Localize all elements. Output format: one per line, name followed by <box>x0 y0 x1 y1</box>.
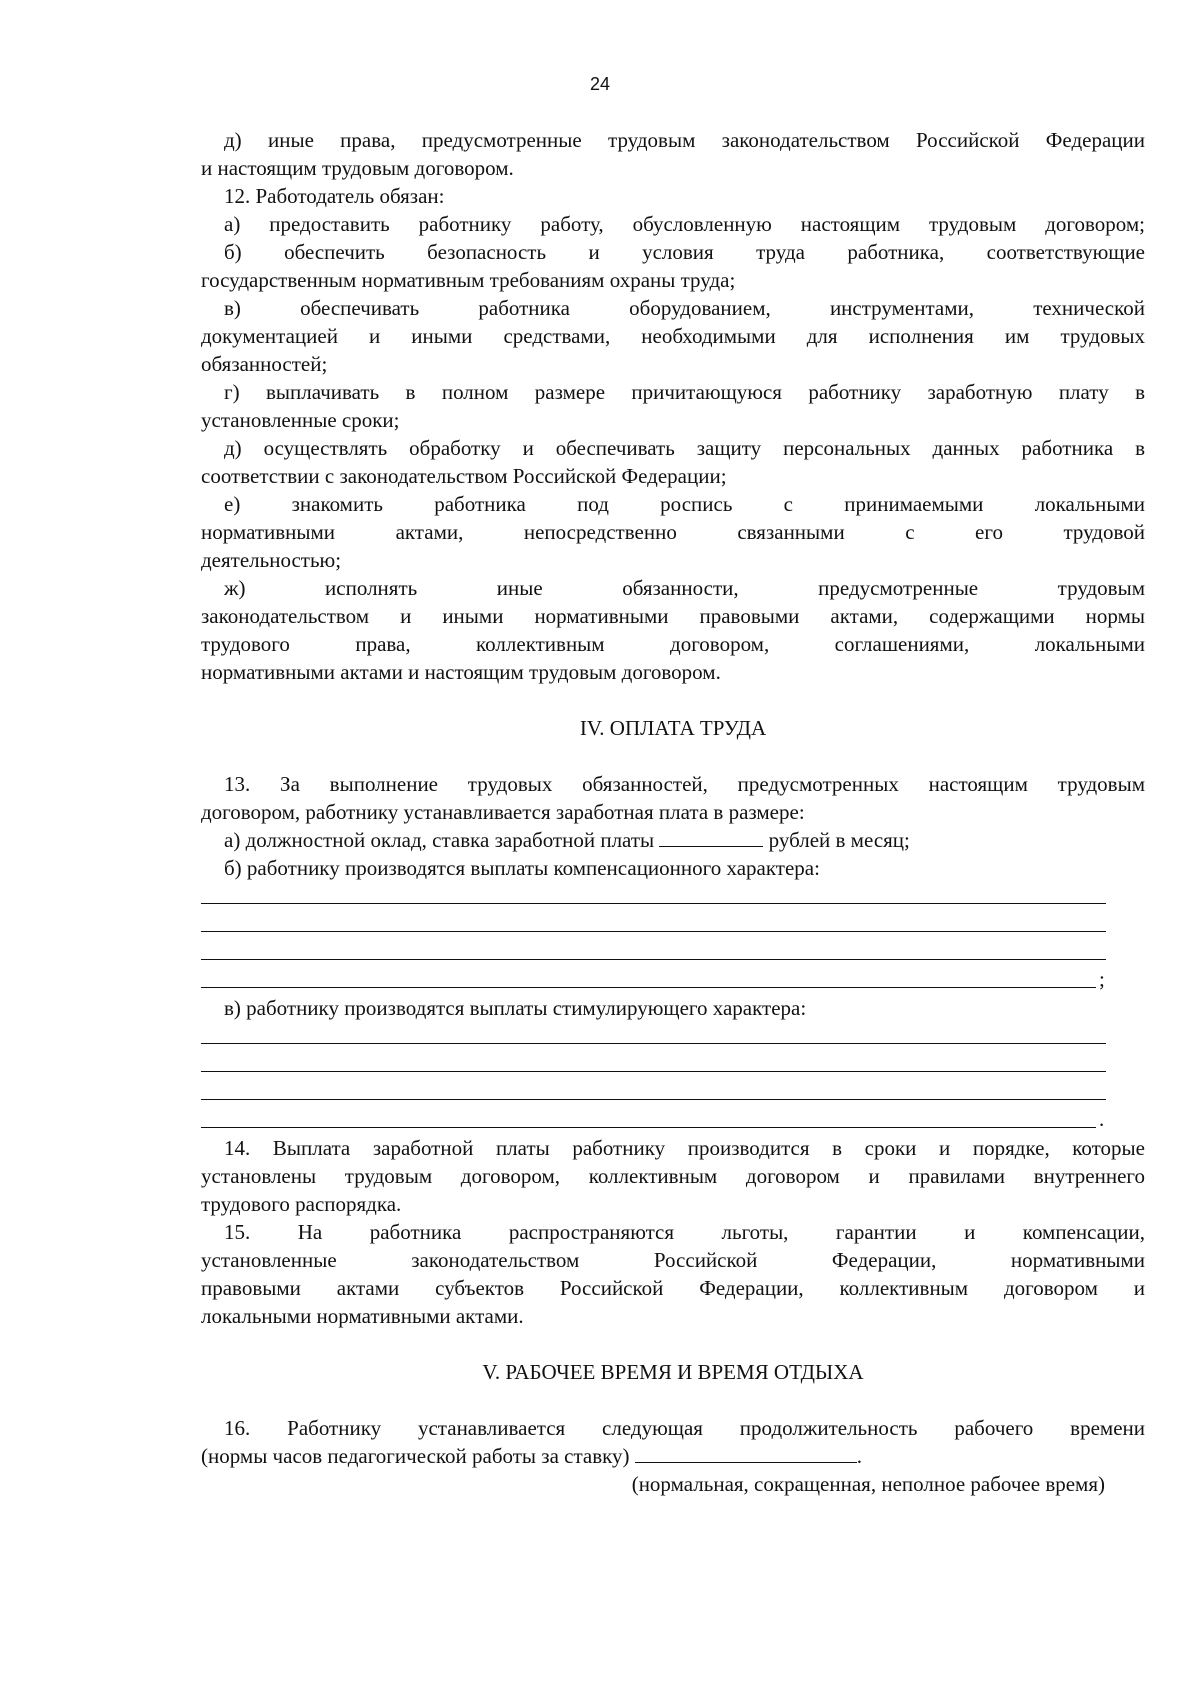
clause-13a-text-after: рублей в месяц; <box>763 828 910 852</box>
clause-14-line-2: установлены трудовым договором, коллективным договором и правилами внутреннего <box>201 1164 1145 1188</box>
clause-13a-text-before: а) должностной оклад, ставка заработной платы <box>224 828 660 852</box>
clause-11d-line-2: и настоящим трудовым договором. <box>201 156 514 180</box>
clause-12-title: 12. Работодатель обязан: <box>224 184 445 208</box>
incentive-line-end: . <box>1099 1107 1105 1131</box>
clause-12b-line-2: государственным нормативным требованиям охраны труда; <box>201 268 736 292</box>
document-body <box>201 126 1145 1498</box>
clause-12e-line-3: деятельностью; <box>201 548 342 572</box>
clause-13b: б) работнику производятся выплаты компенсационного характера: <box>224 856 820 880</box>
clause-12v-line-3: обязанностей; <box>201 352 328 376</box>
clause-12zh-line-4: нормативными актами и настоящим трудовым договором. <box>201 660 721 684</box>
clause-11d-line-1: д) иные права, предусмотренные трудовым законодательством Российской Федерации <box>224 128 1145 152</box>
clause-13a <box>201 826 1145 854</box>
clause-15-line-1: 15. На работника распространяются льготы, гарантии и компенсации, <box>224 1220 1145 1244</box>
clause-13v: в) работнику производятся выплаты стимулирующего характера: <box>224 996 807 1020</box>
clause-15-line-2: установленные законодательством Российской Федерации, нормативными <box>201 1248 1145 1272</box>
clause-12e-line-1: е) знакомить работника под роспись с принимаемыми локальными <box>224 492 1145 516</box>
clause-16-text-before: (нормы часов педагогической работы за ставку) <box>201 1444 635 1468</box>
clause-12v-line-1: в) обеспечивать работника оборудованием, инструментами, технической <box>224 296 1145 320</box>
compensation-line-end: ; <box>1099 967 1105 991</box>
clause-12zh-line-1: ж) исполнять иные обязанности, предусмотренные трудовым <box>224 576 1145 600</box>
incentive-blank-line-1[interactable] <box>201 1022 1145 1050</box>
compensation-blank-line-4[interactable] <box>201 966 1145 994</box>
section-v-heading: V. РАБОЧЕЕ ВРЕМЯ И ВРЕМЯ ОТДЫХА <box>482 1360 864 1384</box>
clause-12g-line-1: г) выплачивать в полном размере причитающуюся работнику заработную плату в <box>224 380 1145 404</box>
clause-12zh-line-2: законодательством и иными нормативными правовыми актами, содержащими нормы <box>201 604 1145 628</box>
page-number: 24 <box>589 74 611 94</box>
incentive-blank-line-3[interactable] <box>201 1078 1145 1106</box>
section-iv-heading: IV. ОПЛАТА ТРУДА <box>579 716 767 740</box>
compensation-blank-line-1[interactable] <box>201 882 1145 910</box>
clause-12b-line-1: б) обеспечить безопасность и условия труда работника, соответствующие <box>224 240 1145 264</box>
clause-12a: а) предоставить работнику работу, обусловленную настоящим трудовым договором; <box>224 212 1145 236</box>
clause-16-line-1: 16. Работнику устанавливается следующая продолжительность рабочего времени <box>224 1416 1145 1440</box>
incentive-blank-line-2[interactable] <box>201 1050 1145 1078</box>
compensation-blank-line-3[interactable] <box>201 938 1145 966</box>
clause-14-line-3: трудового распорядка. <box>201 1192 402 1216</box>
clause-13-line-1: 13. За выполнение трудовых обязанностей, предусмотренных настоящим трудовым <box>224 772 1145 796</box>
clause-15-line-3: правовыми актами субъектов Российской Федерации, коллективным договором и <box>201 1276 1145 1300</box>
clause-13-line-2: договором, работнику устанавливается заработная плата в размере: <box>201 800 805 824</box>
clause-16-line-2 <box>201 1442 1145 1470</box>
clause-12g-line-2: установленные сроки; <box>201 408 400 432</box>
salary-amount-blank[interactable] <box>659 828 763 847</box>
clause-12zh-line-3: трудового права, коллективным договором, соглашениями, локальными <box>201 632 1145 656</box>
clause-12d-line-1: д) осуществлять обработку и обеспечивать защиту персональных данных работника в <box>224 436 1145 460</box>
compensation-blank-line-2[interactable] <box>201 910 1145 938</box>
incentive-blank-line-4[interactable] <box>201 1106 1145 1134</box>
clause-14-line-1: 14. Выплата заработной платы работнику производится в сроки и порядке, которые <box>224 1136 1145 1160</box>
work-hours-blank[interactable] <box>635 1444 857 1463</box>
work-hours-hint: (нормальная, сокращенная, неполное рабочее время) <box>631 1472 1105 1496</box>
clause-15-line-4: локальными нормативными актами. <box>201 1304 524 1328</box>
clause-16-text-after: . <box>856 1444 863 1468</box>
clause-12d-line-2: соответствии с законодательством Российской Федерации; <box>201 464 727 488</box>
clause-12v-line-2: документацией и иными средствами, необходимыми для исполнения им трудовых <box>201 324 1145 348</box>
clause-12e-line-2: нормативными актами, непосредственно связанными с его трудовой <box>201 520 1145 544</box>
